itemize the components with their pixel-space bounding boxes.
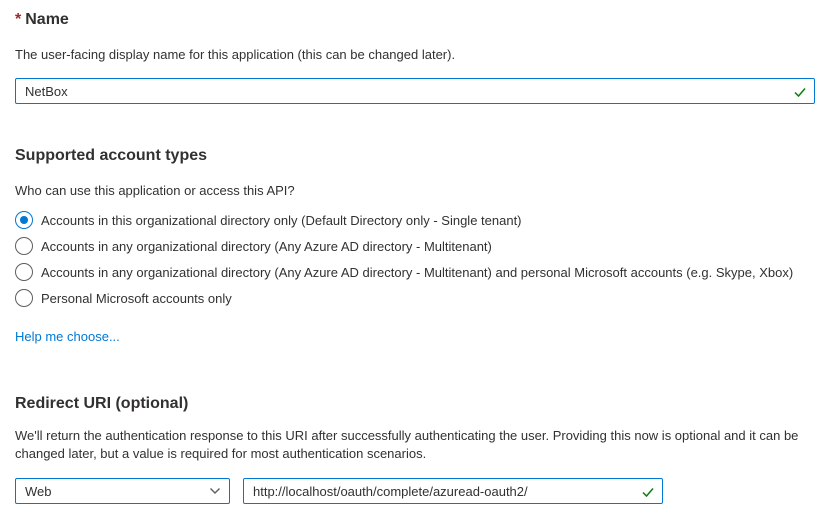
redirect-uri-description: We'll return the authentication response to this URI after successfully authenticating the user. Providing this now is optional and it can be changed later, but a value is required for most authentication scenarios. [15, 428, 799, 461]
help-me-choose-link[interactable]: Help me choose... [15, 329, 120, 344]
redirect-uri-controls [15, 478, 815, 504]
account-type-option-3[interactable] [15, 285, 815, 311]
account-types-section [15, 146, 815, 344]
name-input[interactable] [16, 79, 814, 103]
account-type-option-0[interactable] [15, 207, 815, 233]
account-types-question: Who can use this application or access this API? [15, 183, 295, 198]
account-type-option-label: Accounts in any organizational directory (Any Azure AD directory - Multitenant) [41, 238, 492, 254]
redirect-uri-input[interactable] [244, 479, 662, 503]
radio-unselected-icon[interactable] [15, 289, 33, 307]
chevron-down-icon[interactable] [209, 485, 221, 497]
platform-select[interactable] [15, 478, 230, 504]
account-type-option-label: Accounts in any organizational directory (Any Azure AD directory - Multitenant) and personal Microsoft accounts (e.g. Skype, Xbox) [41, 264, 794, 280]
platform-select-value: Web [25, 483, 52, 499]
app-registration-form [15, 10, 815, 504]
account-type-option-label: Accounts in this organizational directory only (Default Directory only - Single tenant) [41, 212, 522, 228]
account-type-options [15, 207, 815, 311]
redirect-uri-section [15, 394, 815, 504]
radio-selected-icon[interactable] [15, 211, 33, 229]
redirect-uri-title: Redirect URI (optional) [15, 395, 189, 412]
radio-unselected-icon[interactable] [15, 237, 33, 255]
required-marker: * [15, 11, 22, 28]
account-types-title: Supported account types [15, 147, 208, 164]
account-type-option-2[interactable] [15, 259, 815, 285]
name-section-title [15, 10, 815, 30]
account-type-option-label: Personal Microsoft accounts only [41, 290, 232, 306]
name-description: The user-facing display name for this application (this can be changed later). [15, 47, 456, 62]
redirect-uri-input-container [243, 478, 663, 504]
account-type-option-1[interactable] [15, 233, 815, 259]
radio-unselected-icon[interactable] [15, 263, 33, 281]
name-input-container [15, 78, 815, 104]
name-section [15, 10, 815, 104]
name-title-text: Name [25, 11, 69, 28]
